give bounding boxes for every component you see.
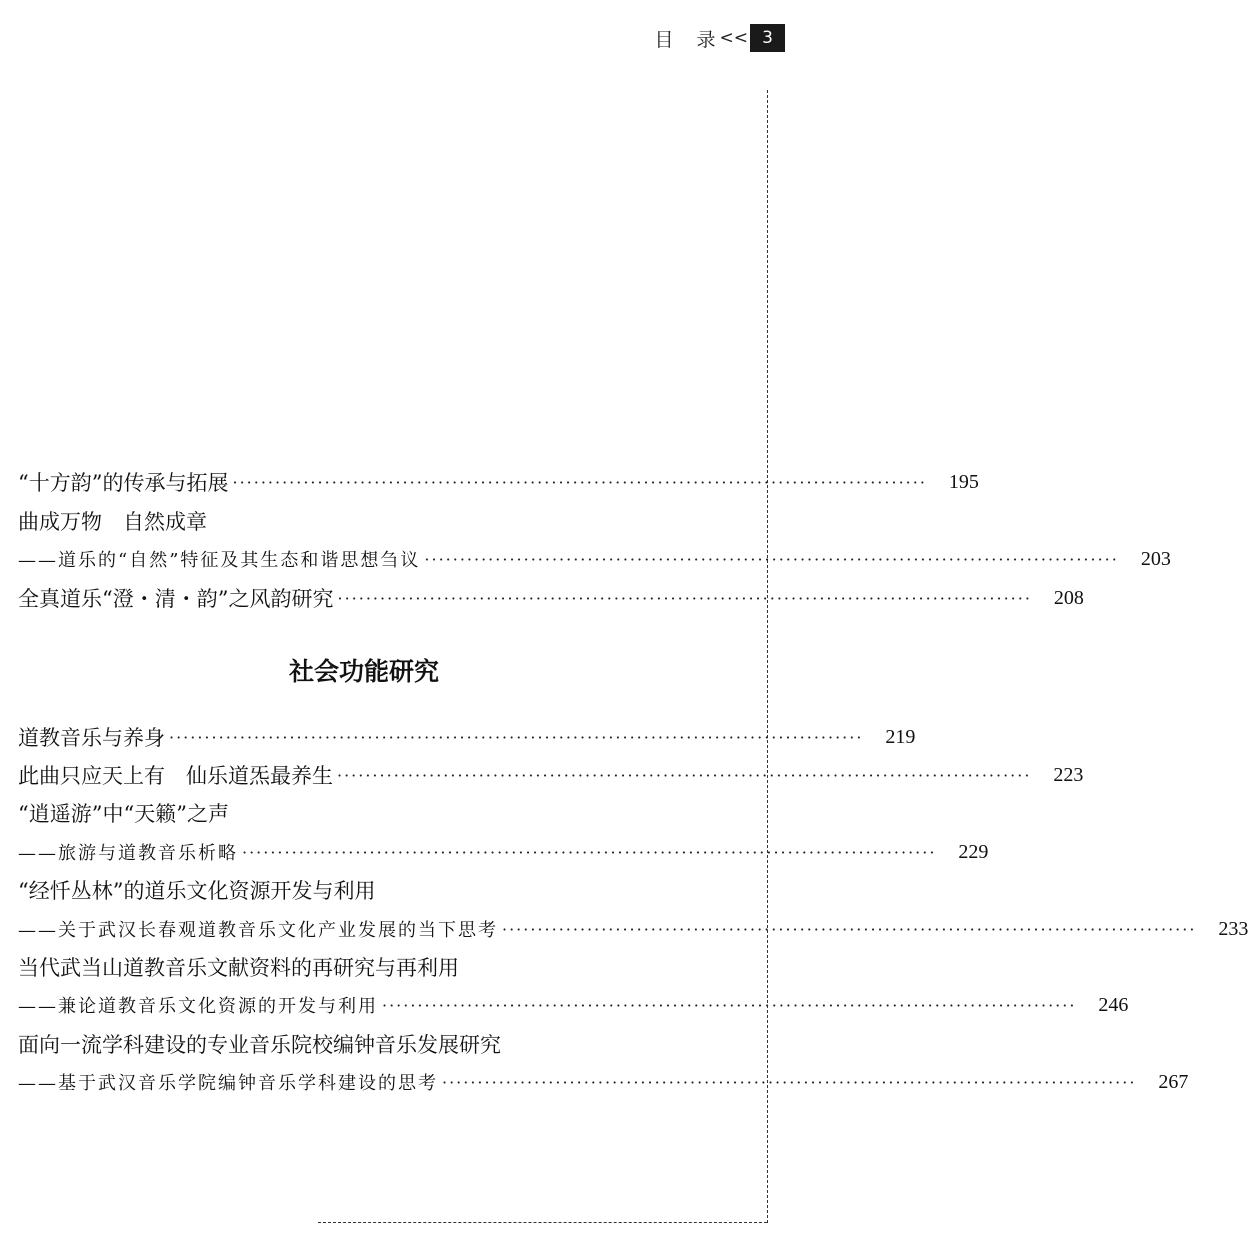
toc-entry[interactable] [18,950,712,984]
toc-entry-subtitle-text: ——基于武汉音乐学院编钟音乐学科建设的思考 [18,1073,438,1094]
toc-entry[interactable] [18,758,1084,792]
dashed-border-horizontal [318,1222,767,1223]
toc-entry[interactable] [18,465,979,499]
toc-entry-title: 此曲只应天上有 仙乐道炁最养生 [18,764,333,788]
toc-entry-page: 208 [1053,586,1084,609]
toc-entry-page: 219 [885,725,916,748]
dot-leader: ·································································································· [169,727,864,747]
page-number-box: 3 [750,24,785,52]
toc-entry-title: 道教音乐与养身 [18,726,165,750]
dot-leader: ·································································································· [337,765,1032,785]
toc-entry-title: 面向一流学科建设的专业音乐院校编钟音乐发展研究 [18,1033,501,1057]
dot-leader: ·································································································· [242,842,937,862]
dot-leader: ·································································································· [442,1072,1137,1092]
toc-entry-page: 203 [1140,547,1171,570]
toc-entry-subtitle[interactable] [18,988,1129,1022]
toc-entry[interactable] [18,720,916,754]
toc-entry[interactable] [18,1027,712,1061]
header-title: 目 录 [654,28,718,51]
running-header [654,24,785,52]
toc-entry-title: 全真道乐“澄・清・韵”之风韵研究 [18,587,334,611]
dot-leader: ·································································································· [424,549,1119,569]
dot-leader: ·································································································· [232,472,927,492]
toc-entry[interactable] [18,796,712,830]
dot-leader: ·································································································· [382,995,1077,1015]
toc-entry-page: 233 [1218,917,1248,940]
toc-entry-subtitle[interactable] [18,1065,1189,1099]
toc-entry-title: “十方韵”的传承与拓展 [18,471,229,495]
toc-entry-subtitle-text: ——兼论道教音乐文化资源的开发与利用 [18,996,378,1017]
toc-entry-page: 267 [1158,1070,1189,1093]
dashed-border-vertical [767,90,768,1223]
toc-entry-page: 246 [1098,993,1129,1016]
toc-entry-subtitle-text: ——旅游与道教音乐析略 [18,843,238,864]
toc-entry[interactable] [18,504,712,538]
toc-entry-subtitle-text: ——道乐的“自然”特征及其生态和谐思想刍议 [18,550,421,571]
header-arrows: << [719,28,748,48]
toc-entry-page: 195 [948,470,979,493]
toc-entry[interactable] [18,873,712,907]
toc-entry-page: 229 [958,840,989,863]
toc-entry-subtitle-text: ——关于武汉长春观道教音乐文化产业发展的当下思考 [18,920,498,941]
toc-entry-subtitle[interactable] [18,912,1248,946]
toc-entry-title: 当代武当山道教音乐文献资料的再研究与再利用 [18,956,459,980]
toc-entry-page: 223 [1053,763,1084,786]
toc-entry-title: “逍遥游”中“天籁”之声 [18,802,229,826]
toc-entry-title: 曲成万物 自然成章 [18,510,207,534]
toc-entry[interactable] [18,581,1084,615]
section-title: 社会功能研究 [288,657,439,686]
dot-leader: ·································································································· [502,919,1197,939]
toc-entry-subtitle[interactable] [18,542,1171,576]
dot-leader: ·································································································· [337,588,1032,608]
toc-entry-subtitle[interactable] [18,835,989,869]
toc-entry-title: “经忏丛林”的道乐文化资源开发与利用 [18,879,376,903]
